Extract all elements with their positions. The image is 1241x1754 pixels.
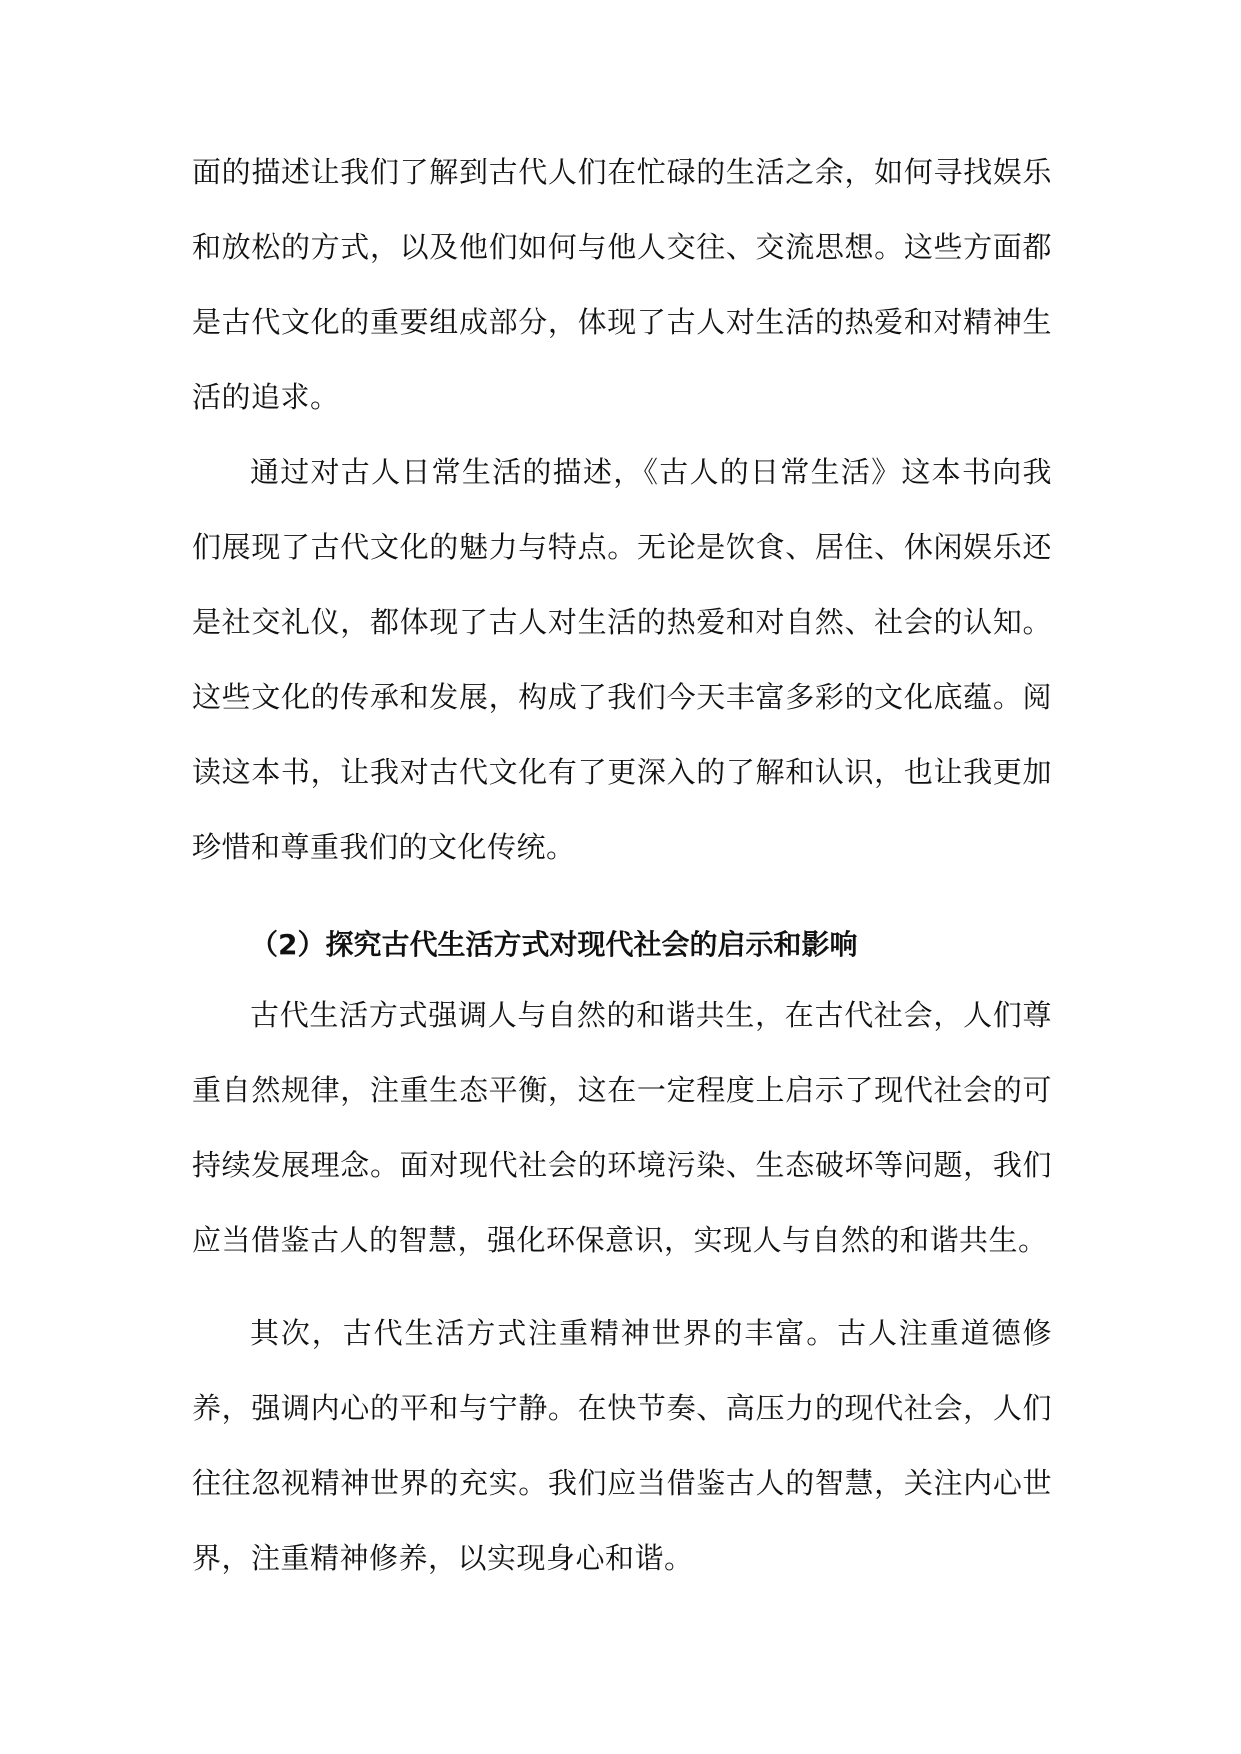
paragraph-4-text: 其次，古代生活方式注重精神世界的丰富。古人注重道德修养，强调内心的平和与宁静。在快节奏、高压力的现代社会，人们往往忽视精神世界的充实。我们应当借鉴古人的智慧，关注内心世界，注重精神修养，以实现身心和谐。 [192,1316,1052,1575]
paragraph-book-summary [192,435,1052,885]
paragraph-1-text: 面的描述让我们了解到古代人们在忙碌的生活之余，如何寻找娱乐和放松的方式，以及他们如何与他人交往、交流思想。这些方面都是古代文化的重要组成部分，体现了古人对生活的热爱和对精神生活的追求。 [192,155,1052,414]
section-heading: （2）探究古代生活方式对现代社会的启示和影响 [250,928,858,961]
paragraph-3-text: 古代生活方式强调人与自然的和谐共生，在古代社会，人们尊重自然规律，注重生态平衡，这在一定程度上启示了现代社会的可持续发展理念。面对现代社会的环境污染、生态破坏等问题，我们应当借鉴古人的智慧，强化环保意识，实现人与自然的和谐共生。 [192,998,1052,1257]
paragraph-2-text: 通过对古人日常生活的描述，《古人的日常生活》这本书向我们展现了古代文化的魅力与特点。无论是饮食、居住、休闲娱乐还是社交礼仪，都体现了古人对生活的热爱和对自然、社会的认知。这些文化的传承和发展，构成了我们今天丰富多彩的文化底蕴。阅读这本书，让我对古代文化有了更深入的了解和认识，也让我更加珍惜和尊重我们的文化传统。 [192,455,1052,864]
paragraph-continued [192,135,1052,435]
paragraph-nature-harmony [192,978,1052,1278]
paragraph-spiritual-world [192,1296,1052,1596]
